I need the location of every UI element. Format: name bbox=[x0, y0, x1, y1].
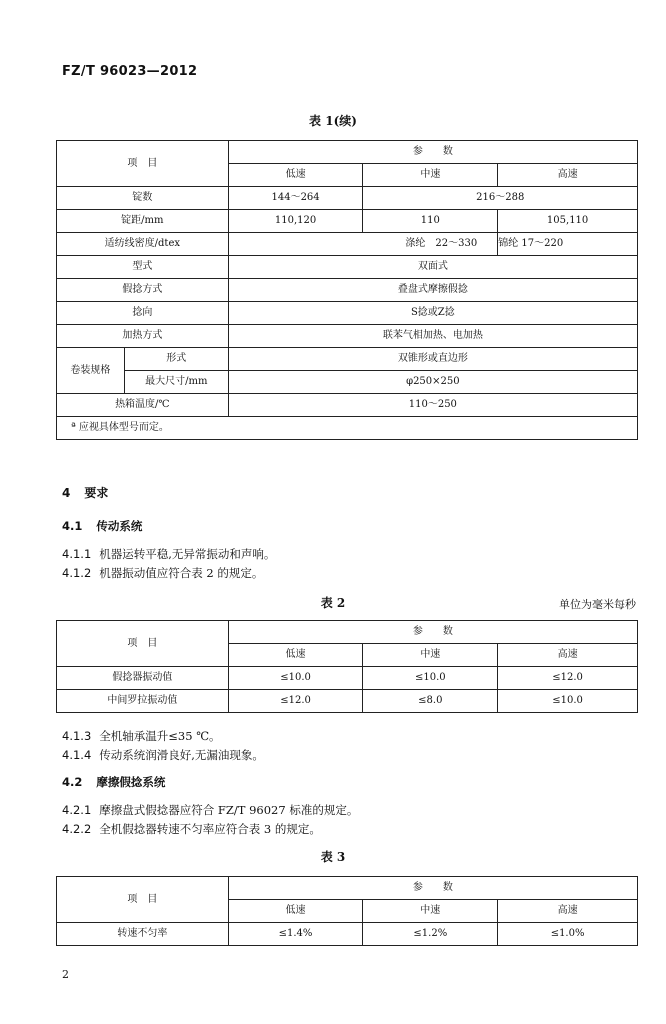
table1-cell: 105,110 bbox=[498, 210, 638, 233]
table3-mid-header: 中速 bbox=[363, 900, 498, 923]
clause-4-2-2: 4.2.2 全机假捻器转速不匀率应符合表 3 的规定。 bbox=[62, 822, 321, 836]
table1-row-label: 锭距/mm bbox=[57, 210, 229, 233]
table2-cell: ≤10.0 bbox=[228, 667, 363, 690]
table2-caption: 表 2 bbox=[320, 596, 346, 610]
table1-mid-header: 中速 bbox=[363, 164, 498, 187]
table3-item-header: 项 目 bbox=[57, 877, 229, 923]
clause-4-1-1: 4.1.1 机器运转平稳,无异常振动和声响。 bbox=[62, 547, 276, 561]
table1-row-label: 捻向 bbox=[57, 302, 229, 325]
table1-row-label: 最大尺寸/mm bbox=[124, 371, 228, 394]
table2-cell: ≤10.0 bbox=[363, 667, 498, 690]
table1-cell: 110 bbox=[363, 210, 498, 233]
table1 bbox=[56, 140, 638, 440]
table1-cell: φ250×250 bbox=[228, 371, 637, 394]
section-4-1-heading: 4.1 传动系统 bbox=[62, 519, 143, 533]
table2-cell: ≤12.0 bbox=[228, 690, 363, 713]
table2 bbox=[56, 620, 638, 713]
table2-cell: ≤8.0 bbox=[363, 690, 498, 713]
table1-low-header: 低速 bbox=[228, 164, 363, 187]
table1-params-header: 参 数 bbox=[228, 141, 637, 164]
table1-row-label: 加热方式 bbox=[57, 325, 229, 348]
table1-cell: 锦纶 17～220 bbox=[498, 233, 638, 256]
table1-cell: S捻或Z捻 bbox=[228, 302, 637, 325]
clause-4-1-3: 4.1.3 全机轴承温升≤35 ℃。 bbox=[62, 729, 221, 743]
table1-footnote: ª 应视具体型号而定。 bbox=[57, 417, 638, 440]
table3-params-header: 参 数 bbox=[228, 877, 637, 900]
section-4-heading: 4 要求 bbox=[62, 486, 109, 500]
table1-high-header: 高速 bbox=[498, 164, 638, 187]
table1-package-group: 卷装规格 bbox=[57, 348, 125, 394]
page-number: 2 bbox=[62, 968, 69, 981]
table2-cell: ≤12.0 bbox=[498, 667, 638, 690]
table1-item-header: 项 目 bbox=[57, 141, 229, 187]
table1-cell: 110～250 bbox=[228, 394, 637, 417]
table3 bbox=[56, 876, 638, 946]
table2-params-header: 参 数 bbox=[228, 621, 637, 644]
table1-row-label: 锭数 bbox=[57, 187, 229, 210]
table2-low-header: 低速 bbox=[228, 644, 363, 667]
table3-high-header: 高速 bbox=[498, 900, 638, 923]
table2-high-header: 高速 bbox=[498, 644, 638, 667]
table1-row-label: 适纺线密度/dtex bbox=[57, 233, 229, 256]
table1-cell: 216～288 bbox=[363, 187, 638, 210]
table1-cell: 联苯气相加热、电加热 bbox=[228, 325, 637, 348]
standard-number: FZ/T 96023—2012 bbox=[62, 64, 198, 79]
table2-mid-header: 中速 bbox=[363, 644, 498, 667]
table1-cell: 涤纶 22～330 bbox=[228, 233, 498, 256]
table1-caption: 表 1(续) bbox=[309, 114, 357, 128]
table3-caption: 表 3 bbox=[320, 850, 346, 864]
clause-4-2-1: 4.2.1 摩擦盘式假捻器应符合 FZ/T 96027 标准的规定。 bbox=[62, 803, 359, 817]
table3-row-label: 转速不匀率 bbox=[57, 923, 229, 946]
table3-low-header: 低速 bbox=[228, 900, 363, 923]
table2-row-label: 假捻器振动值 bbox=[57, 667, 229, 690]
table3-cell: ≤1.4% bbox=[228, 923, 363, 946]
table3-cell: ≤1.2% bbox=[363, 923, 498, 946]
table1-cell: 双锥形或直边形 bbox=[228, 348, 637, 371]
table2-row-label: 中间罗拉振动值 bbox=[57, 690, 229, 713]
table1-row-label: 形式 bbox=[124, 348, 228, 371]
clause-4-1-4: 4.1.4 传动系统润滑良好,无漏油现象。 bbox=[62, 748, 264, 762]
table3-cell: ≤1.0% bbox=[498, 923, 638, 946]
clause-4-1-2: 4.1.2 机器振动值应符合表 2 的规定。 bbox=[62, 566, 264, 580]
table2-item-header: 项 目 bbox=[57, 621, 229, 667]
table2-cell: ≤10.0 bbox=[498, 690, 638, 713]
table1-cell: 叠盘式摩擦假捻 bbox=[228, 279, 637, 302]
table1-row-label: 型式 bbox=[57, 256, 229, 279]
section-4-2-heading: 4.2 摩擦假捻系统 bbox=[62, 775, 166, 789]
table1-row-label: 热箱温度/℃ bbox=[57, 394, 229, 417]
table1-row-label: 假捻方式 bbox=[57, 279, 229, 302]
table1-cell: 双面式 bbox=[228, 256, 637, 279]
table1-cell: 144～264 bbox=[228, 187, 363, 210]
table1-cell: 110,120 bbox=[228, 210, 363, 233]
table2-unit: 单位为毫米每秒 bbox=[559, 598, 636, 611]
